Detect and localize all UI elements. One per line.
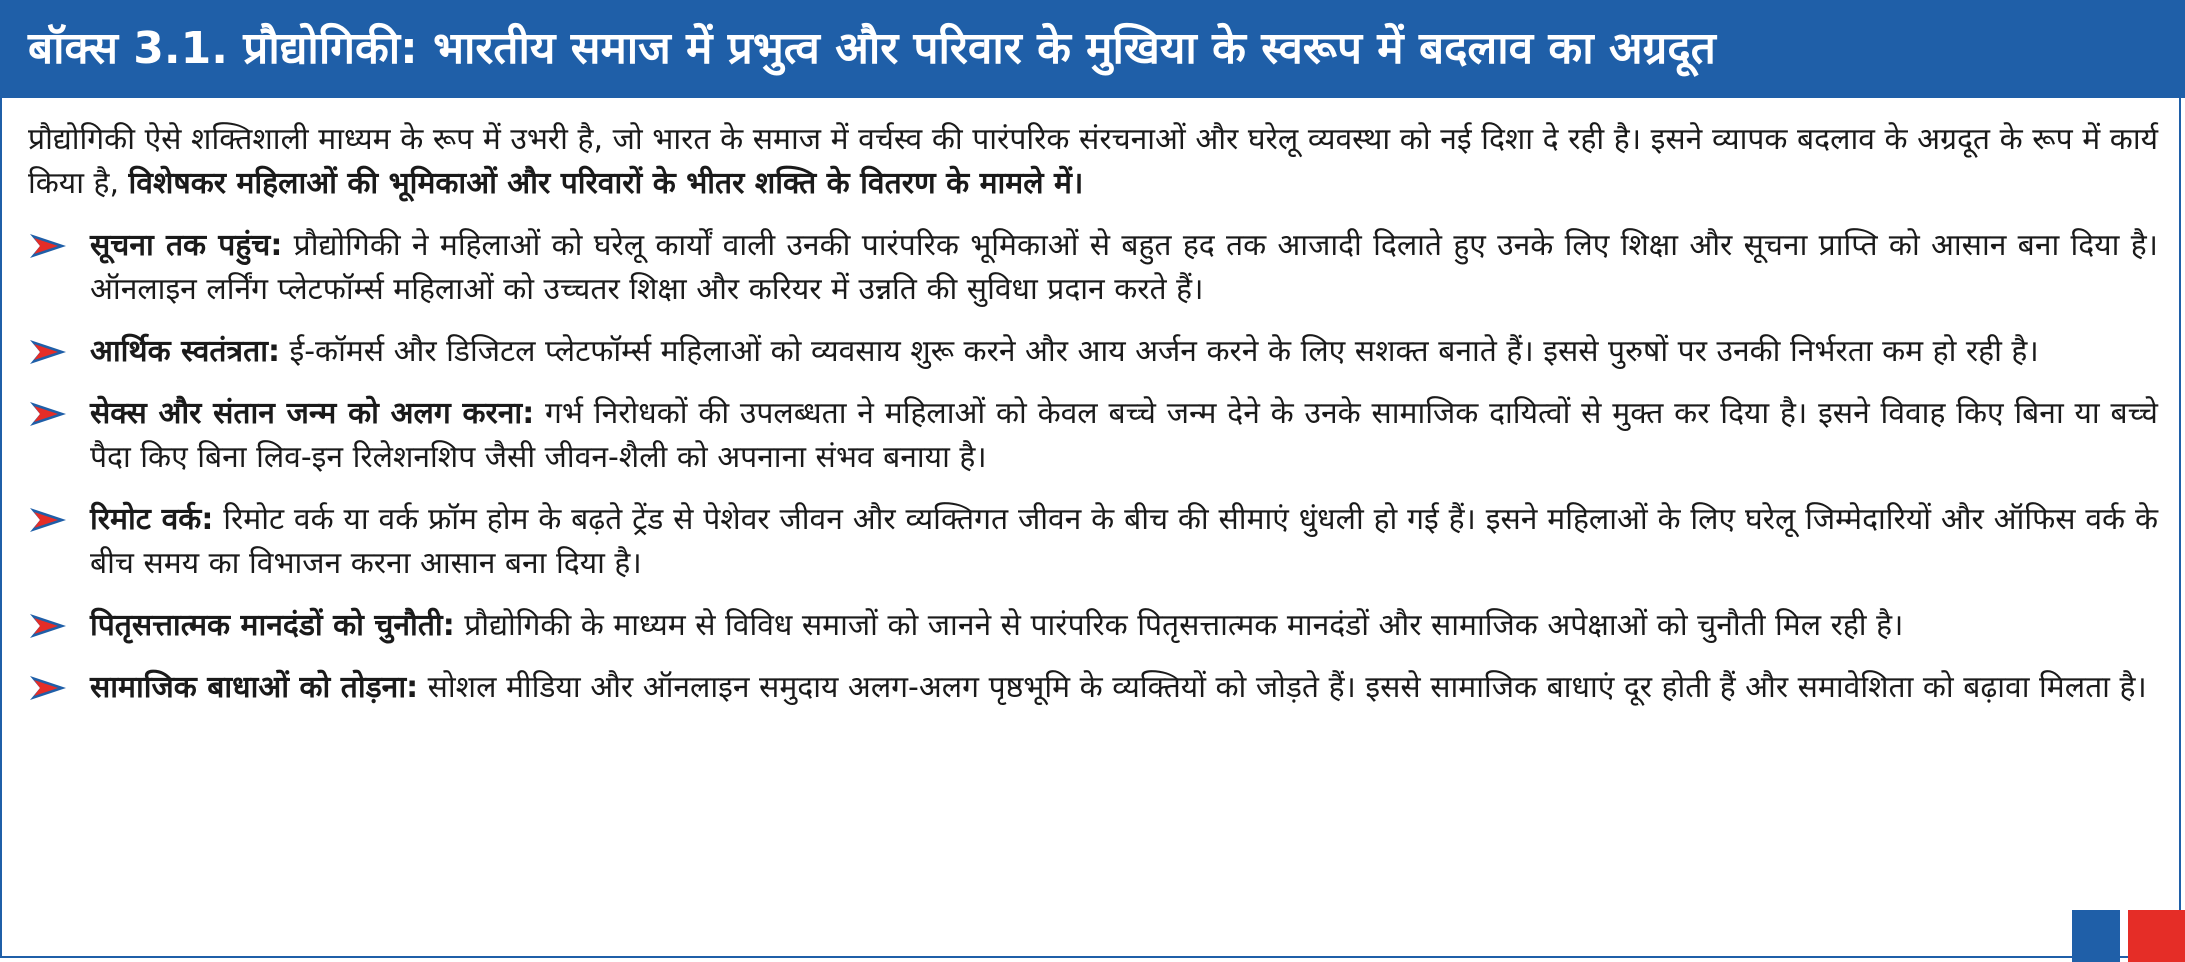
bullet-text: ई-कॉमर्स और डिजिटल प्लेटफॉर्म्स महिलाओं को व्यवसाय शुरू करने और आय अर्जन करने के लिए सशक्त बनाते हैं। इससे पुरुषों पर उनकी निर्भरता कम हो रही है। <box>279 334 2039 369</box>
list-item <box>28 330 2158 374</box>
list-item <box>28 392 2158 480</box>
list-item <box>28 498 2158 586</box>
arrow-bullet-icon <box>28 232 68 260</box>
bullet-heading: सेक्स और संतान जन्म को अलग करना: <box>90 396 535 431</box>
corner-red-block <box>2128 910 2185 962</box>
intro-bold-text: विशेषकर महिलाओं की भूमिकाओं और परिवारों के भीतर शक्ति के वितरण के मामले में। <box>128 166 1084 201</box>
bullet-text: सोशल मीडिया और ऑनलाइन समुदाय अलग-अलग पृष्ठभूमि के व्यक्तियों को जोड़ते हैं। इससे सामाजिक बाधाएं दूर होती हैं और समावेशिता को बढ़ावा मिलता है। <box>418 670 2147 705</box>
bullet-list <box>28 224 2158 710</box>
intro-paragraph <box>28 118 2158 206</box>
arrow-bullet-icon <box>28 674 68 702</box>
intro-text: प्रौद्योगिकी ऐसे शक्तिशाली माध्यम के रूप में उभरी है, जो भारत के समाज में वर्चस्व की पारंपरिक संरचनाओं और घरेलू व्यवस्था को नई दिशा दे रही है। इसने व्यापक बदलाव के अग्रदूत के रूप में कार्य किया है, <box>28 122 2158 201</box>
arrow-bullet-icon <box>28 400 68 428</box>
list-item <box>28 604 2158 648</box>
corner-blue-block <box>2072 910 2120 962</box>
bullet-heading: पितृसत्तात्मक मानदंडों को चुनौती: <box>90 608 455 643</box>
bullet-heading: सामाजिक बाधाओं को तोड़ना: <box>90 670 419 705</box>
bullet-text: प्रौद्योगिकी के माध्यम से विविध समाजों को जानने से पारंपरिक पितृसत्तात्मक मानदंडों और सामाजिक अपेक्षाओं को चुनौती मिल रही है। <box>454 608 1904 643</box>
bullet-text: गर्भ निरोधकों की उपलब्धता ने महिलाओं को केवल बच्चे जन्म देने के उनके सामाजिक दायित्वों से मुक्त कर दिया है। इसने विवाह किए बिना या बच्चे पैदा किए बिना लिव-इन रिलेशनशिप जैसी जीवन-शैली को अपनाना संभव बनाया है। <box>90 396 2158 475</box>
list-item <box>28 224 2158 312</box>
bullet-text: प्रौद्योगिकी ने महिलाओं को घरेलू कार्यों वाली उनकी पारंपरिक भूमिकाओं से बहुत हद तक आजादी दिलाते हुए उनके लिए शिक्षा और सूचना प्राप्ति को आसान बना दिया है। ऑनलाइन लर्निंग प्लेटफॉर्म्स महिलाओं को उच्चतर शिक्षा और करियर में उन्नति की सुविधा प्रदान करते हैं। <box>90 228 2159 307</box>
box-title: बॉक्स 3.1. प्रौद्योगिकी: भारतीय समाज में प्रभुत्व और परिवार के मुखिया के स्वरूप में बदलाव का अग्रदूत <box>0 0 2185 98</box>
box-content <box>28 118 2158 728</box>
bullet-heading: आर्थिक स्वतंत्रता: <box>90 334 280 369</box>
list-item <box>28 666 2158 710</box>
bullet-text: रिमोट वर्क या वर्क फ्रॉम होम के बढ़ते ट्रेंड से पेशेवर जीवन और व्यक्तिगत जीवन के बीच की सीमाएं धुंधली हो गई हैं। इसने महिलाओं के लिए घरेलू जिम्मेदारियों और ऑफिस वर्क के बीच समय का विभाजन करना आसान बना दिया है। <box>90 502 2158 581</box>
bullet-heading: सूचना तक पहुंच: <box>90 228 283 263</box>
arrow-bullet-icon <box>28 338 68 366</box>
arrow-bullet-icon <box>28 612 68 640</box>
bullet-heading: रिमोट वर्क: <box>90 502 214 537</box>
arrow-bullet-icon <box>28 506 68 534</box>
